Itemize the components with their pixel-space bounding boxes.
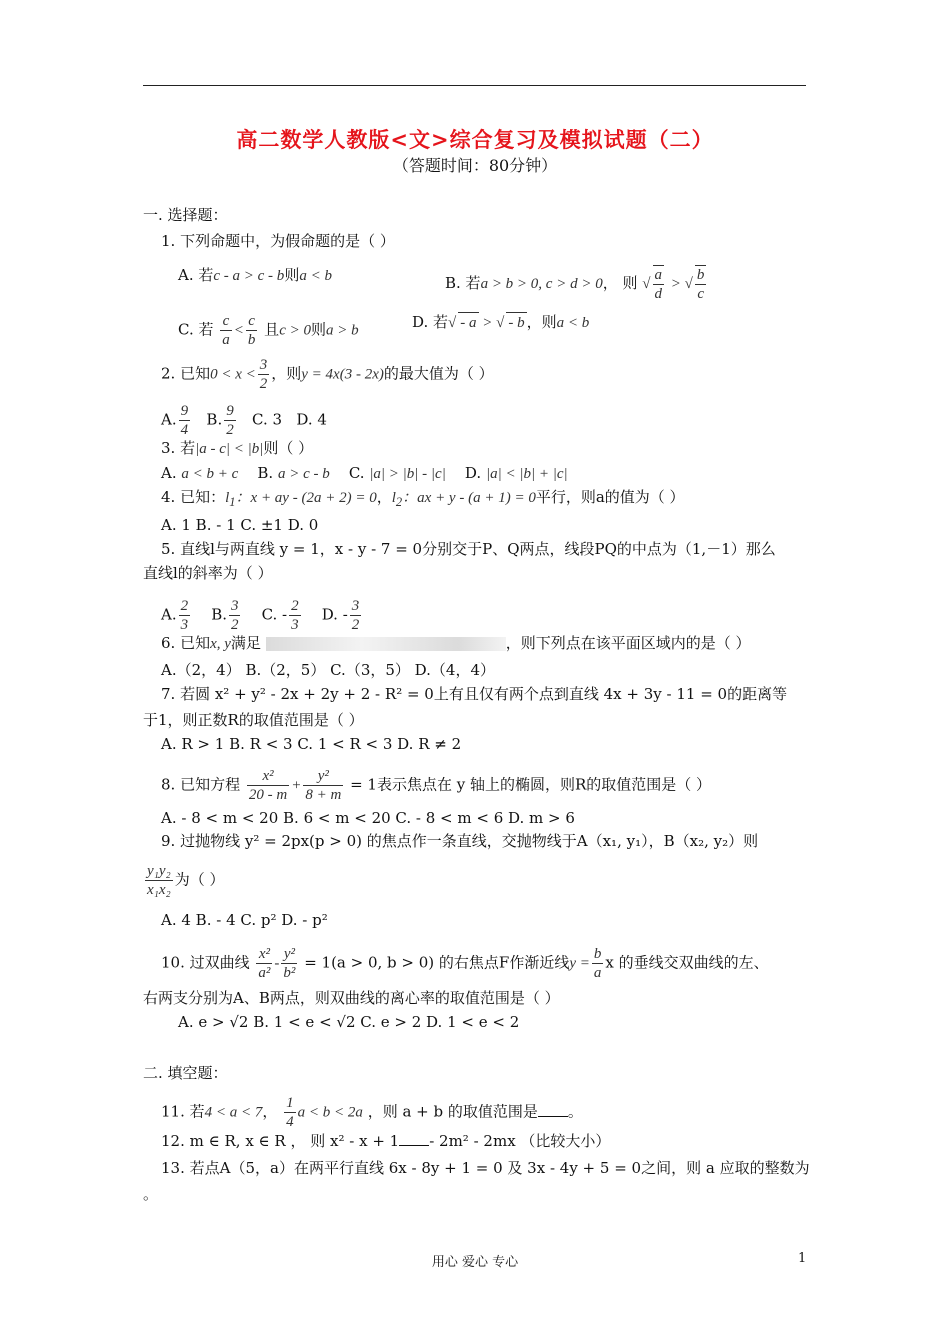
question-4-options: A. 1 B. - 1 C. ±1 D. 0 bbox=[161, 516, 319, 534]
top-rule bbox=[143, 85, 806, 86]
question-10-stem-line2: 右两支分别为A、B两点，则双曲线的离心率的取值范围是（ ） bbox=[143, 989, 560, 1007]
question-1-option-c: C. 若 $\frac{c}{a}$ < $\frac{c}{b}$ 且c > 0则a > b bbox=[178, 313, 359, 348]
page-subtitle: （答题时间：80分钟） bbox=[392, 156, 558, 175]
constraint-system-image bbox=[266, 637, 506, 651]
question-9-stem-line1: 9. 过抛物线 y² = 2px(p > 0) 的焦点作一条直线，交抛物线于A（x₁, y₁），B（x₂, y₂）则 bbox=[161, 832, 759, 850]
question-13-stem-line1: 13. 若点A（5，a）在两平行直线 6x - 8y + 1 = 0 及 3x - 4y + 5 = 0之间，则 a 应取的整数为 bbox=[161, 1159, 810, 1177]
answer-blank-12 bbox=[399, 1131, 429, 1146]
question-2-options: A. $\frac{9}{4}$ B. $\frac{9}{2}$ C. 3 D. 4 bbox=[161, 403, 327, 438]
question-5-stem-line2: 直线l的斜率为（ ） bbox=[143, 564, 273, 582]
question-8-options: A. - 8 < m < 20 B. 6 < m < 20 C. - 8 < m < 6 D. m > 6 bbox=[161, 809, 575, 827]
answer-blank-11 bbox=[538, 1102, 568, 1117]
question-13-stem-line2: 。 bbox=[143, 1185, 159, 1203]
question-3-stem: 3. 若|a - c| < |b|则（ ） bbox=[161, 439, 314, 457]
question-7-stem-line2: 于1，则正数R的取值范围是（ ） bbox=[143, 711, 364, 729]
question-10-stem-line1: 10. 过双曲线 $\frac{\text{x²}}{\text{a²}}$ - $\frac{\text{y²}}{\text{b²}}$ = 1(a > 0, b > 0) 的右焦点F作渐近线y = $\frac{b}{a}$ x 的垂线交双曲线的左、 bbox=[161, 946, 769, 981]
question-11-stem: 11. 若4 < a < 7， $\frac{1}{4}$ a < b < 2a ，则 a + b 的取值范围是 。 bbox=[161, 1095, 583, 1130]
question-10-options: A. e > √2 B. 1 < e < √2 C. e > 2 D. 1 < e < 2 bbox=[178, 1013, 520, 1031]
section-heading-choice: 一. 选择题： bbox=[143, 206, 228, 224]
question-9-options: A. 4 B. - 4 C. p² D. - p² bbox=[161, 911, 328, 929]
question-3-options: A. a < b + c B. a > c - b C. |a| > |b| - |c| D. |a| < |b| + |c| bbox=[161, 464, 568, 482]
question-6-stem: 6. 已知x, y满足 ，则下列点在该平面区域内的是（ ） bbox=[161, 634, 751, 652]
question-6-options: A.（2，4） B.（2，5） C.（3，5） D.（4，4） bbox=[161, 661, 496, 679]
question-7-stem-line1: 7. 若圆 x² + y² - 2x + 2y + 2 - R² = 0上有且仅有两个点到直线 4x + 3y - 11 = 0的距离等 bbox=[161, 685, 788, 703]
question-5-options: A. $\frac{2}{3}$ B. $\frac{3}{2}$ C. - $\frac{2}{3}$ D. - $\frac{3}{2}$ bbox=[161, 598, 360, 633]
page-number: 1 bbox=[798, 1251, 807, 1266]
question-1-stem: 1. 下列命题中，为假命题的是（ ） bbox=[161, 232, 395, 250]
question-5-stem-line1: 5. 直线l与两直线 y = 1，x - y - 7 = 0分别交于P、Q两点，线段PQ的中点为（1,－1）那么 bbox=[161, 540, 776, 558]
question-2-stem: 2. 已知0 < x < $\frac{3}{2}$ ，则y = 4x(3 - 2x)的最大值为（ ） bbox=[161, 357, 494, 392]
question-1-option-a: A. 若c - a > c - b则a < b bbox=[178, 266, 332, 284]
question-12-stem: 12. m ∈ R, x ∈ R ， 则 x² - x + 1 - 2m² - 2mx （比较大小） bbox=[161, 1132, 611, 1150]
question-1-option-d: D. 若√ - a > √ - b ，则a < b bbox=[412, 313, 590, 331]
question-7-options: A. R > 1 B. R < 3 C. 1 < R < 3 D. R ≠ 2 bbox=[161, 735, 462, 753]
page-title: 高二数学人教版<文>综合复习及模拟试题（二） bbox=[236, 127, 714, 152]
question-4-stem: 4. 已知：$l_1$：x + ay - (2a + 2) = 0，$l_2$：ax + y - (a + 1) = 0平行，则a的值为（ ） bbox=[161, 488, 685, 509]
question-1-option-b: B. 若a > b > 0, c > d > 0， 则 √ $\frac{a}{d}$ > √ $\frac{b}{c}$ bbox=[445, 267, 705, 302]
section-heading-fill: 二. 填空题： bbox=[143, 1064, 228, 1082]
question-9-stem-line2: $\frac{\text{y₁y₂}}{\text{x₁x₂}}$ 为（ ） bbox=[147, 863, 225, 898]
question-8-stem: 8. 已知方程 $\frac{\text{x²}}{20 - m}$ + $\frac{\text{y²}}{8 + m}$ = 1表示焦点在 y 轴上的椭圆，则R的取值范围是（ ） bbox=[161, 768, 712, 803]
page-footer: 用心 爱心 专心 bbox=[431, 1255, 519, 1270]
